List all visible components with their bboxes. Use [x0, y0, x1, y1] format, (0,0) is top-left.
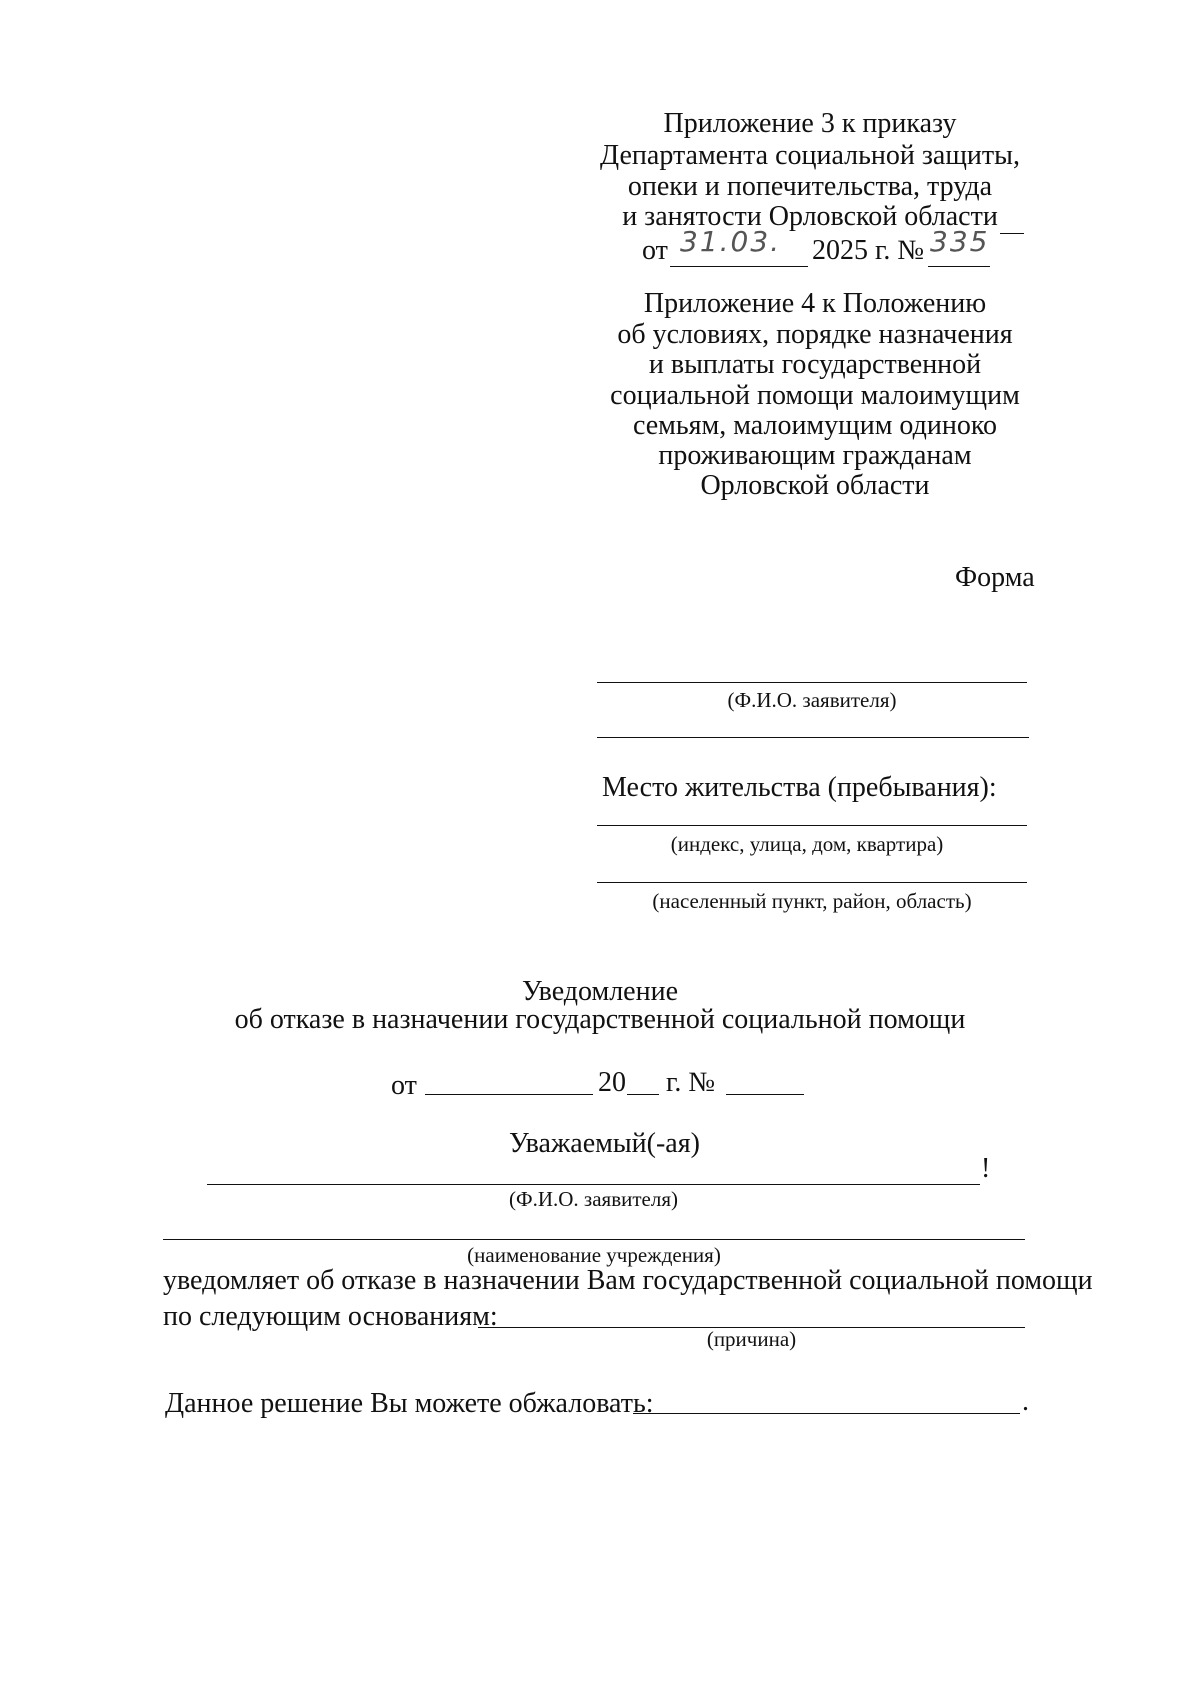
residence-label: Место жительства (пребывания): — [602, 772, 997, 803]
salutation-exclamation: ! — [981, 1153, 991, 1184]
appeal-text: Данное решение Вы можете обжаловать: — [165, 1388, 654, 1419]
address-caption: (индекс, улица, дом, квартира) — [670, 832, 944, 856]
notice-from-label: от — [391, 1070, 417, 1101]
appendix3-tail-line — [1000, 233, 1024, 234]
locality-caption: (населенный пункт, район, область) — [652, 889, 972, 913]
institution-caption: (наименование учреждения) — [467, 1243, 721, 1267]
addressee-second-line — [597, 737, 1029, 738]
locality-line — [597, 882, 1027, 883]
order-number-line — [928, 266, 990, 267]
order-number-handwritten: 335 — [930, 225, 990, 258]
appendix3-line1: Приложение 3 к приказу — [663, 108, 957, 139]
appendix3-from-label: от — [642, 235, 668, 266]
notice-number-label: г. № — [666, 1067, 716, 1098]
appendix4-line6: проживающим гражданам — [658, 440, 972, 471]
notice-year-prefix: 20 — [598, 1067, 626, 1098]
appendix3-line4: и занятости Орловской области — [622, 201, 998, 232]
appendix4-line4: социальной помощи малоимущим — [610, 380, 1020, 411]
notice-body-line1: уведомляет об отказе в назначении Вам государственной социальной помощи — [163, 1265, 1093, 1296]
order-date-line — [670, 266, 808, 267]
institution-line — [163, 1239, 1025, 1240]
appendix4-line3: и выплаты государственной — [648, 349, 982, 380]
salutation-fio-line — [207, 1184, 980, 1185]
appendix4-line2: об условиях, порядке назначения — [617, 319, 1013, 350]
appendix3-line2: Департамента социальной защиты, — [600, 140, 1020, 171]
notice-number-line — [726, 1094, 804, 1095]
salutation: Уважаемый(-ая) — [509, 1128, 700, 1159]
appendix4-line1: Приложение 4 к Положению — [643, 288, 987, 319]
reason-caption: (причина) — [706, 1327, 797, 1351]
order-date-handwritten: 31.03. — [680, 225, 782, 258]
notice-title: Уведомление — [521, 976, 678, 1007]
addressee-fio-line — [597, 682, 1027, 683]
notice-body-line2: по следующим основаниям: — [163, 1301, 498, 1332]
appendix4-line5: семьям, малоимущим одиноко — [632, 410, 997, 441]
address-line — [597, 825, 1027, 826]
notice-year-line — [627, 1094, 659, 1095]
addressee-fio-caption: (Ф.И.О. заявителя) — [727, 688, 897, 712]
appendix4-line7: Орловской области — [700, 470, 930, 501]
notice-date-line — [425, 1094, 593, 1095]
appeal-period: . — [1022, 1386, 1029, 1417]
salutation-fio-caption: (Ф.И.О. заявителя) — [509, 1187, 678, 1211]
form-label: Форма — [955, 562, 1035, 593]
notice-subtitle: об отказе в назначении государственной социальной помощи — [234, 1004, 966, 1035]
appendix3-line3: опеки и попечительства, труда — [627, 171, 993, 202]
order-year-label: 2025 г. № — [812, 235, 925, 266]
appeal-line — [633, 1413, 1020, 1414]
